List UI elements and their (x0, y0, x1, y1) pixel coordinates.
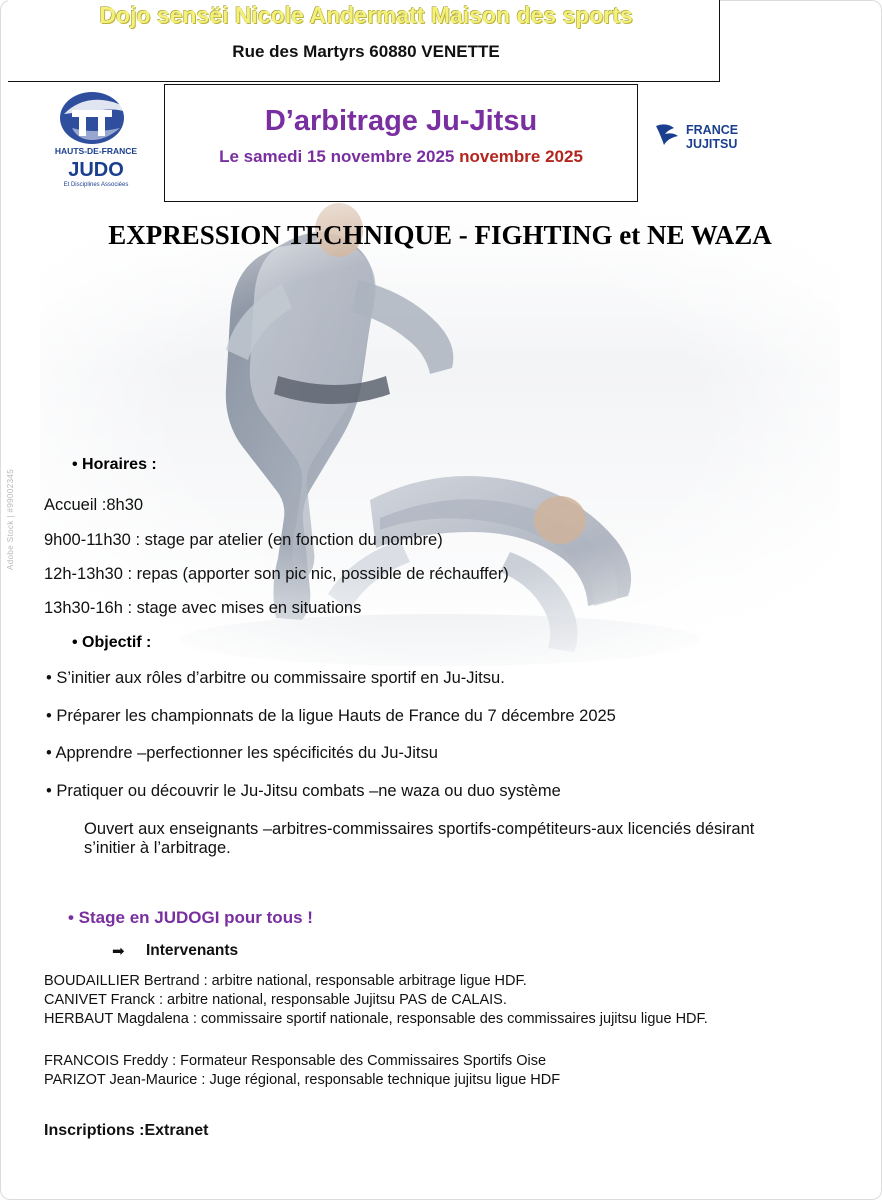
header-box (8, 0, 720, 82)
registration-line: Inscriptions :Extranet (44, 1122, 209, 1139)
schedule-item-2: 12h-13h30 : repas (apporter son pic nic, possible de réchauffer) (44, 565, 509, 583)
svg-text:JUDO: JUDO (68, 159, 124, 181)
speakers-label: Intervenants (146, 942, 239, 959)
logo-france-jujitsu (652, 120, 770, 154)
svg-text:JUJITSU: JUJITSU (686, 137, 738, 151)
svg-text:Et Disciplines Associées: Et Disciplines Associées (63, 182, 129, 188)
svg-text:FRANCE: FRANCE (686, 123, 739, 137)
objective-item-2: • Apprendre –perfectionner les spécificités du Ju-Jitsu (46, 744, 438, 762)
image-credit-sidebar: Adobe Stock | #99002345 (6, 468, 15, 570)
dojo-title: Dojo sensëi Nicole Andermatt Maison des sports (99, 2, 633, 28)
schedule-item-0: Accueil :8h30 (44, 496, 144, 514)
page-heading: EXPRESSION TECHNIQUE - FIGHTING et NE WAZA (108, 220, 772, 250)
objective-item-0: • S’initier aux rôles d’arbitre ou commissaire sportif en Ju-Jitsu. (46, 669, 505, 687)
speaker-item-3: FRANCOIS Freddy : Formateur Responsable des Commissaires Sportifs Oise (44, 1053, 547, 1069)
event-title: D’arbitrage Ju-Jitsu (264, 105, 538, 137)
objective-item-1: • Préparer les championnats de la ligue Hauts de France du 7 décembre 2025 (46, 707, 616, 725)
objective-note: Ouvert aux enseignants –arbitres-commissaires sportifs-compétiteurs-aux licenciés désirant s’initier à l’arbitrage. (84, 820, 755, 857)
event-date-purple: Le samedi 15 novembre 2025 (219, 147, 460, 166)
logo-hauts-de-france-judo (48, 88, 144, 194)
event-date-red: novembre 2025 (459, 147, 583, 166)
speaker-item-0: BOUDAILLIER Bertrand : arbitre national, responsable arbitrage ligue HDF. (44, 973, 527, 989)
objective-label: • Objectif : (72, 634, 152, 651)
speaker-item-1: CANIVET Franck : arbitre national, responsable Jujitsu PAS de CALAIS. (44, 992, 507, 1008)
schedule-item-1: 9h00-11h30 : stage par atelier (en fonction du nombre) (44, 531, 443, 549)
objective-item-3: • Pratiquer ou découvrir le Ju-Jitsu combats –ne waza ou duo système (46, 782, 561, 800)
schedule-label: • Horaires : (72, 456, 157, 473)
dojo-address: Rue des Martyrs 60880 VENETTE (232, 42, 500, 61)
arrow-bullet-icon: ➡ (112, 943, 125, 960)
schedule-item-3: 13h30-16h : stage avec mises en situations (44, 599, 362, 617)
event-title-box (164, 84, 638, 202)
judogi-note: • Stage en JUDOGI pour tous ! (68, 908, 313, 927)
speaker-item-4: PARIZOT Jean-Maurice : Juge régional, responsable technique jujitsu ligue HDF (44, 1072, 561, 1088)
event-date (165, 147, 637, 167)
svg-text:HAUTS-DE-FRANCE: HAUTS-DE-FRANCE (54, 146, 138, 156)
speaker-item-2: HERBAUT Magdalena : commissaire sportif nationale, responsable des commissaires jujitsu ligue HDF. (44, 1011, 708, 1027)
